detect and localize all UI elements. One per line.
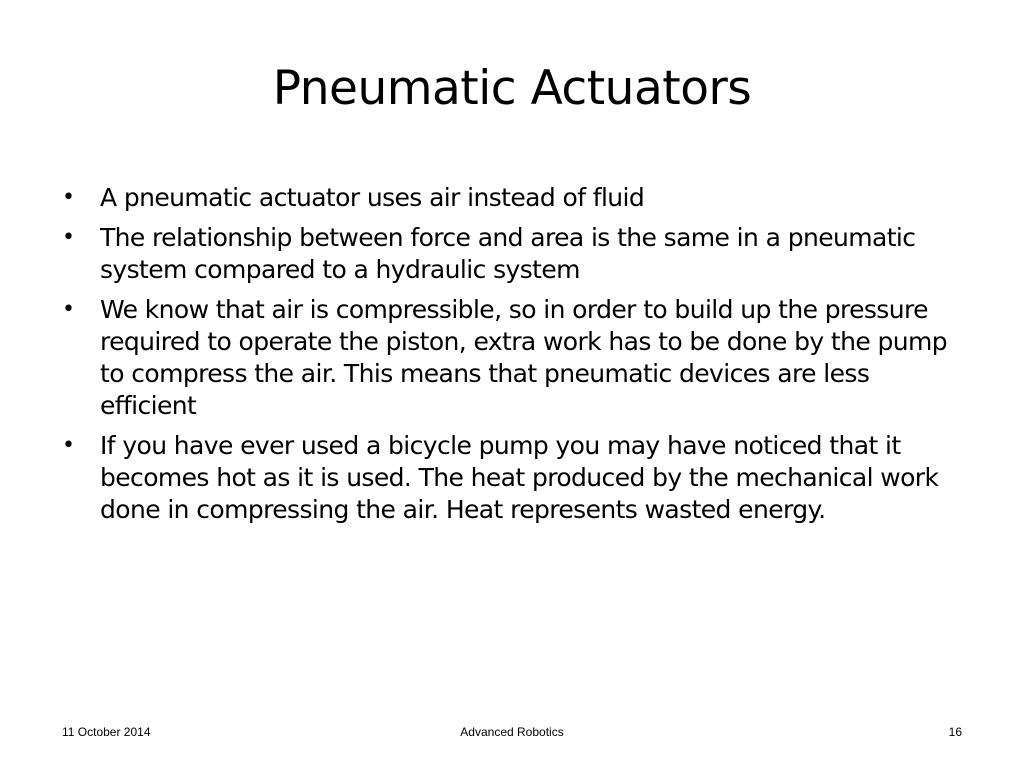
bullet-item (62, 430, 967, 526)
bullet-icon: • (62, 297, 75, 322)
bullet-icon: • (62, 433, 75, 458)
bullet-text: If you have ever used a bicycle pump you may have noticed that it becomes hot as it is used. The heat produced by the mechanical work done in compressing the air. Heat represents wasted energy. (100, 431, 939, 524)
bullet-text: A pneumatic actuator uses air instead of fluid (100, 183, 645, 212)
bullet-item (62, 294, 967, 422)
bullet-text: We know that air is compressible, so in order to build up the pressure required to operate the piston, extra work has to be done by the pump to compress the air. This means that pneumatic devices are less efficient (100, 295, 948, 420)
footer-date: 11 October 2014 (62, 725, 151, 739)
bullet-list (62, 182, 967, 534)
slide-number: 16 (948, 725, 962, 739)
slide-title: Pneumatic Actuators (272, 61, 752, 116)
footer-title: Advanced Robotics (460, 725, 564, 739)
bullet-text: The relationship between force and area is the same in a pneumatic system compared to a hydraulic system (100, 223, 916, 284)
bullet-item (62, 182, 967, 214)
bullet-icon: • (62, 225, 75, 250)
bullet-item (62, 222, 967, 286)
bullet-icon: • (62, 185, 75, 210)
